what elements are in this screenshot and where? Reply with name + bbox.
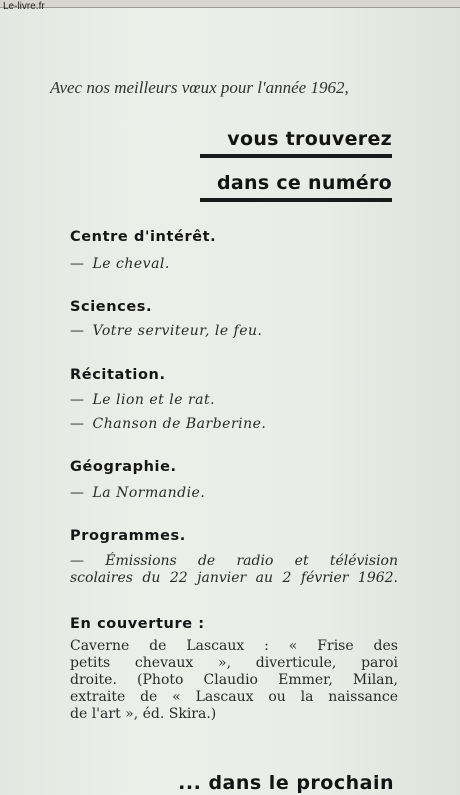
heading-line-2: dans ce numéro [217, 172, 392, 194]
section-item: — Le lion et le rat. [70, 392, 216, 408]
cover-description: Caverne de Lascaux : « Frise des petits chevaux », diverticule, paroi droite. (Photo Claudio Emmer, Milan, extraite de « Lascaux ou la naissance de l'art », éd. Skira.) [70, 638, 398, 722]
heading-line-1: vous trouverez [227, 128, 392, 150]
section-title-sciences: Sciences. [70, 299, 153, 315]
section-item: — Chanson de Barberine. [70, 416, 267, 432]
section-title-geographie: Géographie. [70, 459, 177, 475]
next-issue-teaser: ... dans le prochain [178, 772, 394, 794]
page-top-edge [0, 0, 460, 7]
heading-underline-1 [200, 154, 392, 158]
heading-underline-2 [200, 198, 392, 202]
section-item: — La Normandie. [70, 485, 206, 501]
watermark: Le-livre.fr [3, 1, 45, 12]
section-item: — Le cheval. [70, 256, 170, 272]
section-title-centre-interet: Centre d'intérêt. [70, 229, 217, 245]
section-item: — Votre serviteur, le feu. [70, 323, 263, 339]
section-title-programmes: Programmes. [70, 528, 186, 544]
section-title-couverture: En couverture : [70, 616, 205, 632]
page-top-rule [0, 7, 460, 8]
programmes-text: — Émissions de radio et télévision scolaires du 22 janvier au 2 février 1962. [70, 553, 398, 586]
section-title-recitation: Récitation. [70, 367, 166, 383]
new-year-greeting: Avec nos meilleurs vœux pour l'année 1962, [50, 78, 349, 97]
